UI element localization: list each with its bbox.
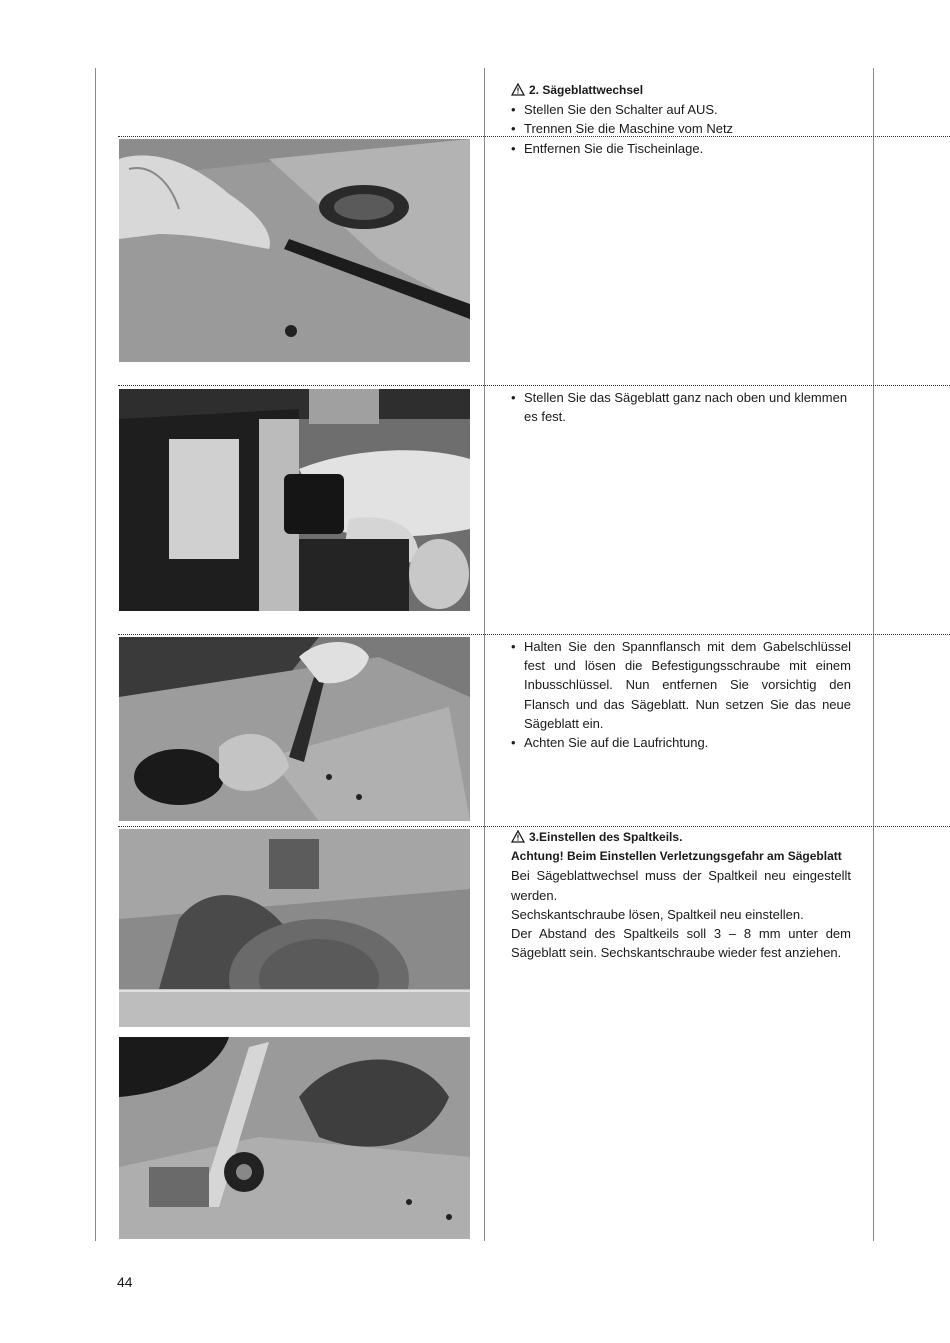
blade-change-block-2 bbox=[511, 388, 851, 426]
left-margin-rule bbox=[95, 68, 96, 1241]
row-separator bbox=[118, 634, 950, 635]
photo-flange-spanner bbox=[119, 637, 470, 821]
warning-triangle-icon bbox=[511, 83, 525, 96]
warning-triangle-icon bbox=[511, 830, 525, 843]
blade-change-block-1 bbox=[511, 81, 851, 158]
steps-list bbox=[511, 388, 851, 426]
riving-knife-block bbox=[511, 828, 851, 962]
list-item: • Stellen Sie das Sägeblatt ganz nach oben und klemmen es fest. bbox=[511, 388, 851, 426]
row-separator bbox=[118, 826, 950, 827]
photo-riving-knife bbox=[119, 829, 470, 1027]
list-item: • Trennen Sie die Maschine vom Netz bbox=[511, 119, 851, 138]
blade-change-block-3 bbox=[511, 637, 851, 752]
list-item: • Entfernen Sie die Tischeinlage. bbox=[511, 139, 851, 158]
steps-list bbox=[511, 100, 851, 158]
list-item: • Achten Sie auf die Laufrichtung. bbox=[511, 733, 851, 752]
section-title: 3.Einstellen des Spaltkeils. bbox=[529, 830, 683, 844]
center-column-rule bbox=[484, 68, 485, 1241]
right-margin-rule bbox=[873, 68, 874, 1241]
paragraph: Bei Sägeblattwechsel muss der Spaltkeil neu eingestellt werden. bbox=[511, 868, 851, 903]
photo-remove-table-insert bbox=[119, 139, 470, 362]
section-title: 2. Sägeblattwechsel bbox=[529, 83, 644, 97]
row-separator bbox=[118, 385, 950, 386]
list-item: • Stellen Sie den Schalter auf AUS. bbox=[511, 100, 851, 119]
photo-clamp-saw-blade bbox=[119, 389, 470, 611]
paragraph: Sechskantschraube lösen, Spaltkeil neu einstellen. bbox=[511, 906, 804, 922]
steps-list bbox=[511, 637, 851, 752]
photo-hex-screw-adjust bbox=[119, 1037, 470, 1239]
section-heading-riving-knife bbox=[511, 828, 851, 847]
paragraph: Der Abstand des Spaltkeils soll 3 – 8 mm unter dem Sägeblatt sein. Sechskantschraube wieder fest anziehen. bbox=[511, 926, 851, 961]
section-heading-blade-change bbox=[511, 81, 851, 100]
page-number: 44 bbox=[117, 1274, 133, 1290]
list-item: • Halten Sie den Spannflansch mit dem Gabelschlüssel fest und lösen die Befestigungsschraube mit einem Inbusschlüssel. Nun entfernen Sie vorsichtig den Flansch und das Sägeblatt. Nun setzen Sie das neue Sägeblatt ein. bbox=[511, 637, 851, 733]
warning-text: Achtung! Beim Einstellen Verletzungsgefahr am Sägeblatt bbox=[511, 849, 842, 864]
